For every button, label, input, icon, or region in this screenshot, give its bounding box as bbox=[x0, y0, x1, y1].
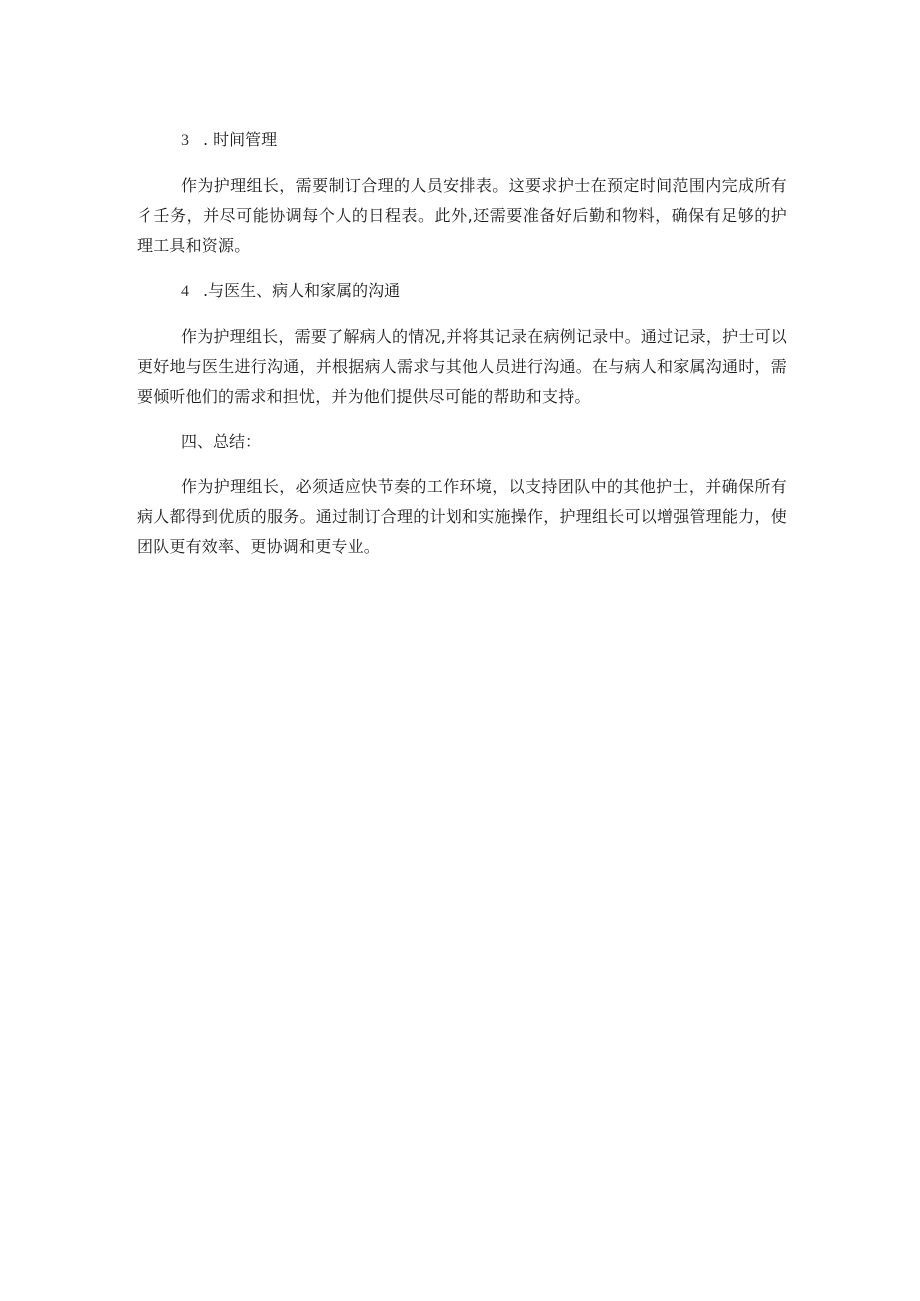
document-body bbox=[137, 126, 787, 578]
section-number: 4 bbox=[181, 283, 189, 300]
section-heading-time-management bbox=[137, 126, 787, 155]
section-title: 四、总结： bbox=[181, 432, 262, 451]
section-number: 3 bbox=[181, 132, 189, 149]
section-title: . 时间管理 bbox=[203, 130, 278, 149]
section-title: .与医生、病人和家属的沟通 bbox=[203, 281, 401, 300]
section-heading-communication bbox=[137, 277, 787, 306]
section-heading-summary bbox=[137, 428, 787, 456]
paragraph-summary: 作为护理组长，必须适应快节奏的工作环境，以支持团队中的其他护士，并确保所有病人都得到优质的服务。通过制订合理的计划和实施操作，护理组长可以增强管理能力，使团队更有效率、更协调和更专业。 bbox=[137, 477, 787, 556]
paragraph-communication: 作为护理组长，需要了解病人的情况,并将其记录在病例记录中。通过记录，护士可以更好地与医生进行沟通，并根据病人需求与其他人员进行沟通。在与病人和家属沟通时，需要倾听他们的需求和担忧，并为他们提供尽可能的帮助和支持。 bbox=[137, 327, 787, 406]
paragraph-time-management: 作为护理组长，需要制订合理的人员安排表。这要求护士在预定时间范围内完成所有彳壬务，并尽可能协调每个人的日程表。此外,还需要准备好后勤和物料，确保有足够的护理工具和资源。 bbox=[137, 176, 787, 255]
